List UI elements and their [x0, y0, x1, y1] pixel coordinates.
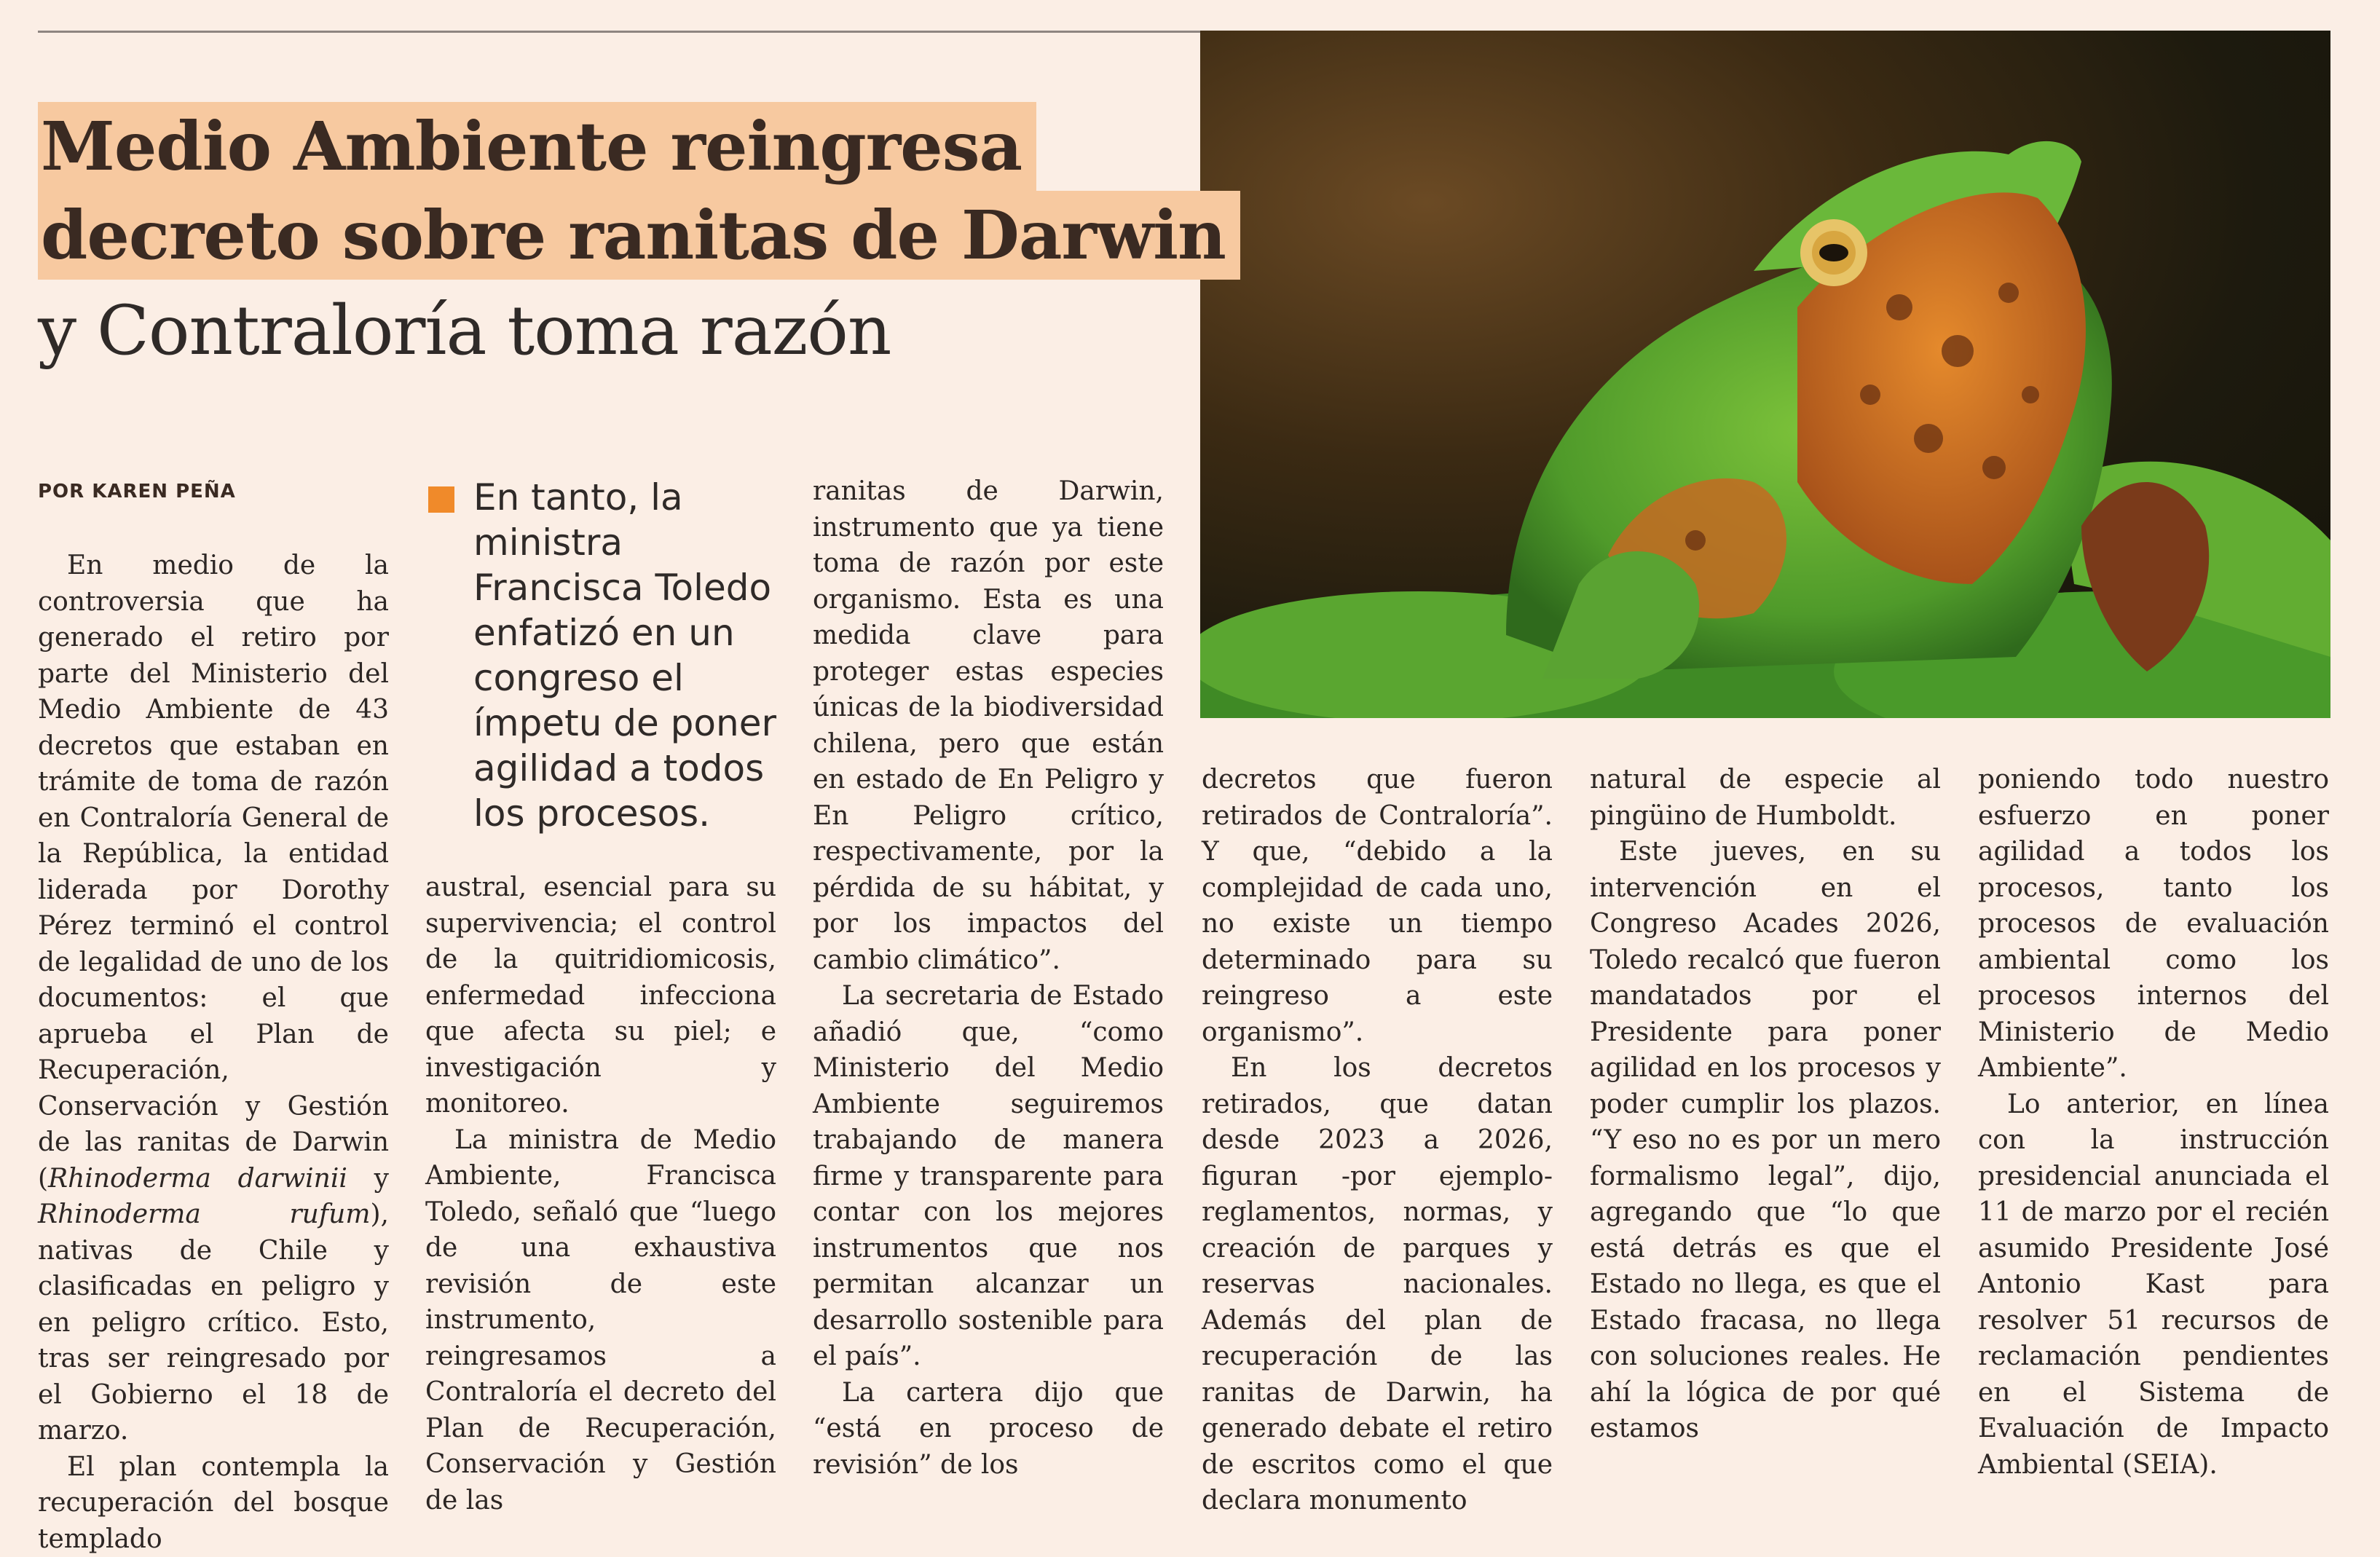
col4-paragraph-1: decretos que fueron retirados de Contraloría”. Y que, “debido a la complejidad de cada uno, no existe un tiempo determinado para su reingreso a este organismo”. [1202, 762, 1553, 1050]
headline-subtitle: y Contraloría toma razón [38, 284, 1203, 379]
col1-paragraph-2: El plan contempla la recuperación del bosque templado [38, 1449, 389, 1557]
top-rule [38, 31, 1200, 33]
col6-paragraph-2: Lo anterior, en línea con la instrucción presidencial anunciada el 11 de marzo por el recién asumido Presidente José Antonio Kast para resolver 51 recursos de reclamación pendientes en el Sistema de Evaluación de Impacto Ambiental (SEIA). [1978, 1087, 2329, 1483]
article-column-5 [1590, 762, 1941, 1447]
col1-text-c: ), nativas de Chile y clasificadas en peligro y en peligro crítico. Esto, tras ser reingresado por el Gobierno el 18 de marzo. [38, 1199, 389, 1446]
col2-paragraph-1: austral, esencial para su supervivencia; el control de la quitridiomicosis, enfermedad infecciona que afecta su piel; e investigación y monitoreo. [425, 870, 776, 1122]
col5-paragraph-1: natural de especie al pingüino de Humboldt. [1590, 762, 1941, 834]
article-column-2 [425, 870, 776, 1518]
col3-paragraph-2: La secretaria de Estado añadió que, “como Ministerio del Medio Ambiente seguiremos trabajando de manera firme y transparente para contar con los mejores instrumentos que nos permitan alcanzar un desarrollo sostenible para el país”. [813, 978, 1164, 1375]
col5-paragraph-2: Este jueves, en su intervención en el Congreso Acades 2026, Toledo recalcó que fueron mandatados por el Presidente para poner agilidad en los procesos y poder cumplir los plazos. “Y eso no es por un mero formalismo legal”, dijo, agregando que “lo que está detrás es que el Estado no llega, es que el Estado fracasa, no llega con soluciones reales. He ahí la lógica de por qué estamos [1590, 834, 1941, 1447]
col6-paragraph-1: poniendo todo nuestro esfuerzo en poner agilidad a todos los procesos, tanto los procesos de evaluación ambiental como los procesos internos del Ministerio de Medio Ambiente”. [1978, 762, 2329, 1087]
article-column-3 [813, 473, 1164, 1483]
headline-line-1: Medio Ambiente reingresa [38, 102, 1036, 191]
article-column-1 [38, 548, 389, 1557]
headline [38, 102, 1203, 379]
species-name-2: Rhinoderma rufum [38, 1199, 371, 1229]
species-name-1: Rhinoderma darwinii [48, 1164, 347, 1194]
pull-quote-marker [428, 486, 454, 513]
col2-paragraph-2: La ministra de Medio Ambiente, Francisca Toledo, señaló que “luego de una exhaustiva revisión de este instrumento, reingresamos a Contraloría el decreto del Plan de Recuperación, Conservación y Gestión de las [425, 1122, 776, 1519]
headline-line-2: decreto sobre ranitas de Darwin [38, 191, 1240, 280]
article-column-4 [1202, 762, 1553, 1519]
darwin-frog-photo [1200, 31, 2330, 718]
col1-text-b: y [347, 1164, 389, 1194]
col3-paragraph-1: ranitas de Darwin, instrumento que ya tiene toma de razón por este organismo. Esta es una medida clave para proteger estas especies únicas de la biodiversidad chilena, pero que están en estado de En Peligro y En Peligro crítico, respectivamente, por la pérdida de su hábitat, y por los impactos del cambio climático”. [813, 473, 1164, 978]
col4-paragraph-2: En los decretos retirados, que datan desde 2023 a 2026, figuran -por ejemplo- reglamentos, normas, y creación de parques y reservas nacionales. Además del plan de recuperación de las ranitas de Darwin, ha generado debate el retiro de escritos como el que declara monumento [1202, 1050, 1553, 1519]
col3-paragraph-3: La cartera dijo que “está en proceso de revisión” de los [813, 1375, 1164, 1483]
byline: POR KAREN PEÑA [38, 481, 236, 502]
col1-text-a: En medio de la controversia que ha generado el retiro por parte del Ministerio del Medio Ambiente de 43 decretos que estaban en trámite de toma de razón en Contraloría General de la República, la entidad liderada por Dorothy Pérez terminó el control de legalidad de uno de los documentos: el que aprueba el Plan de Recuperación, Conservación y Gestión de las ranitas de Darwin ( [38, 551, 389, 1194]
pull-quote: En tanto, la ministra Francisca Toledo enfatizó en un congreso el ímpetu de poner agilidad a todos los procesos. [473, 475, 787, 836]
